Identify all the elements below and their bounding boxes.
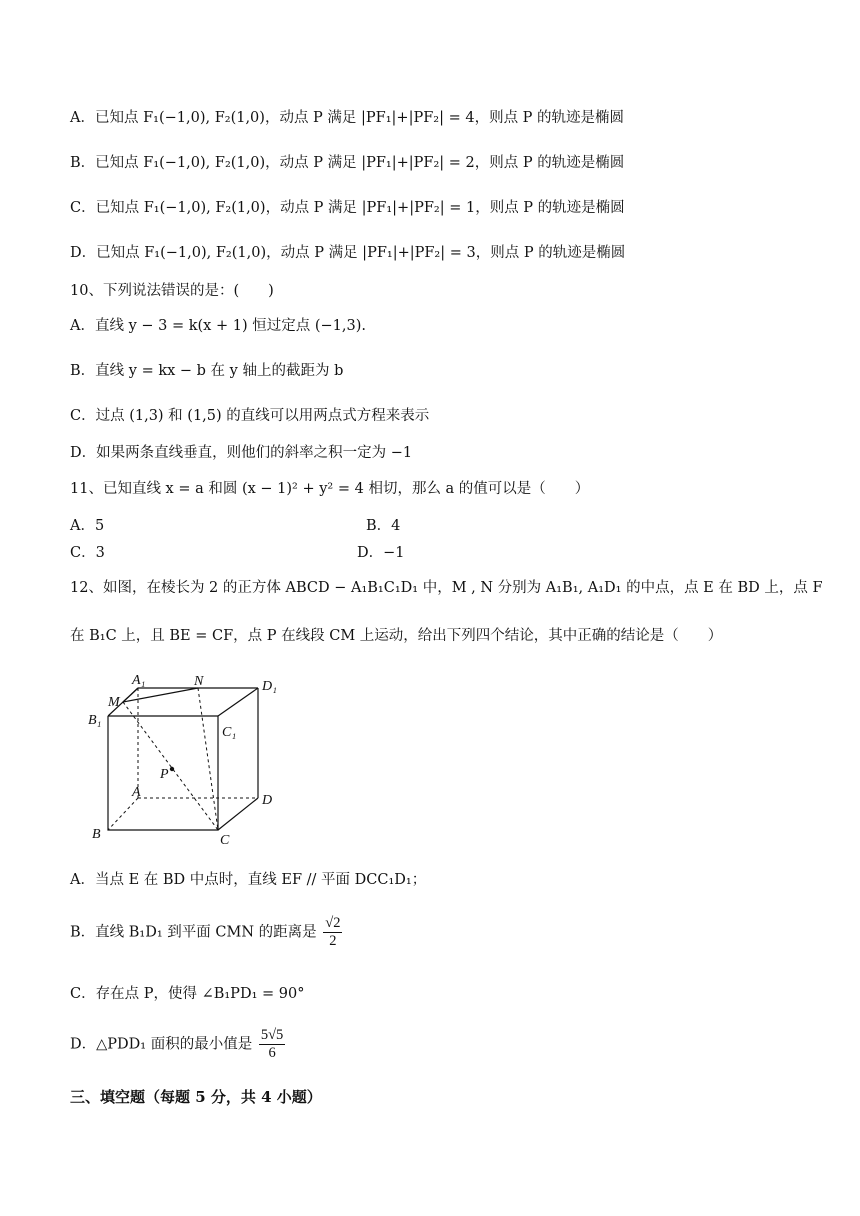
section-heading: 三、填空题（每题 5 分，共 4 小题） xyxy=(70,1088,322,1106)
q9-option-c: C．已知点 F₁(−1,0), F₂(1,0)，动点 P 满足 |PF₁|+|PF₂| = 1，则点 P 的轨迹是椭圆 xyxy=(70,200,625,216)
label-A1: A₁ xyxy=(132,673,146,688)
q11-option-a: A．5 xyxy=(70,518,105,534)
q12-option-d xyxy=(70,1027,287,1062)
q12-option-a: A．当点 E 在 BD 中点时，直线 EF // 平面 DCC₁D₁； xyxy=(70,872,427,888)
q10-stem: 10、下列说法错误的是：( ) xyxy=(70,283,274,299)
label-B: B xyxy=(92,827,101,842)
q9-option-d: D．已知点 F₁(−1,0), F₂(1,0)，动点 P 满足 |PF₁|+|PF₂| = 3，则点 P 的轨迹是椭圆 xyxy=(70,245,626,261)
label-B1: B₁ xyxy=(88,713,102,728)
segment-NC xyxy=(198,688,218,830)
q11-option-b: B．4 xyxy=(366,518,401,534)
label-A: A xyxy=(132,785,141,800)
q12-stem-line1: 12、如图，在棱长为 2 的正方体 ABCD − A₁B₁C₁D₁ 中，M , N 分别为 A₁B₁, A₁D₁ 的中点，点 E 在 BD 上，点 F xyxy=(70,580,823,596)
label-C1: C₁ xyxy=(222,725,237,740)
fraction-denominator: 6 xyxy=(268,1045,276,1061)
fraction-numerator: 5√5 xyxy=(260,1027,284,1043)
label-C: C xyxy=(220,833,230,848)
hidden-edge-AB xyxy=(108,798,138,830)
fraction-5sqrt5-over-6 xyxy=(259,1027,285,1062)
q11-option-c: C．3 xyxy=(70,545,105,561)
fraction-sqrt2-over-2 xyxy=(323,915,342,950)
q12-stem-line2: 在 B₁C 上，且 BE = CF，点 P 在线段 CM 上运动，给出下列四个结论，其中正确的结论是（ ） xyxy=(70,628,723,644)
q12-option-d-text: D．△PDD₁ 面积的最小值是 xyxy=(70,1036,253,1053)
label-D1: D₁ xyxy=(262,679,277,694)
fraction-denominator: 2 xyxy=(329,933,337,949)
q9-option-b: B．已知点 F₁(−1,0), F₂(1,0)，动点 P 满足 |PF₁|+|PF₂| = 2，则点 P 的轨迹是椭圆 xyxy=(70,155,625,171)
fraction-numerator: √2 xyxy=(325,915,341,931)
q9-option-a: A．已知点 F₁(−1,0), F₂(1,0)，动点 P 满足 |PF₁|+|PF₂| = 4，则点 P 的轨迹是椭圆 xyxy=(70,110,625,126)
q11-option-d: D．−1 xyxy=(357,545,405,561)
q12-option-b xyxy=(70,915,344,950)
q11-stem: 11、已知直线 x = a 和圆 (x − 1)² + y² = 4 相切，那么 a 的值可以是（ ） xyxy=(70,481,590,497)
label-N: N xyxy=(194,674,204,689)
q10-option-c: C．过点 (1,3) 和 (1,5) 的直线可以用两点式方程来表示 xyxy=(70,408,430,424)
label-D: D xyxy=(262,793,273,808)
q12-option-c: C．存在点 P，使得 ∠B₁PD₁ = 90° xyxy=(70,986,305,1002)
point-P xyxy=(170,767,174,771)
q10-option-a: A．直线 y − 3 = k(x + 1) 恒过定点 (−1,3). xyxy=(70,318,366,334)
edge-D1C1 xyxy=(218,688,258,716)
q10-option-d: D．如果两条直线垂直，则他们的斜率之积一定为 −1 xyxy=(70,445,413,461)
label-P: P xyxy=(160,767,169,782)
q10-option-b: B．直线 y = kx − b 在 y 轴上的截距为 b xyxy=(70,363,344,379)
edge-DC xyxy=(218,798,258,830)
label-M: M xyxy=(108,695,120,710)
segment-MC xyxy=(123,702,218,830)
cube-figure xyxy=(86,668,286,848)
q12-option-b-text: B．直线 B₁D₁ 到平面 CMN 的距离是 xyxy=(70,924,317,941)
segment-MN xyxy=(123,688,198,702)
